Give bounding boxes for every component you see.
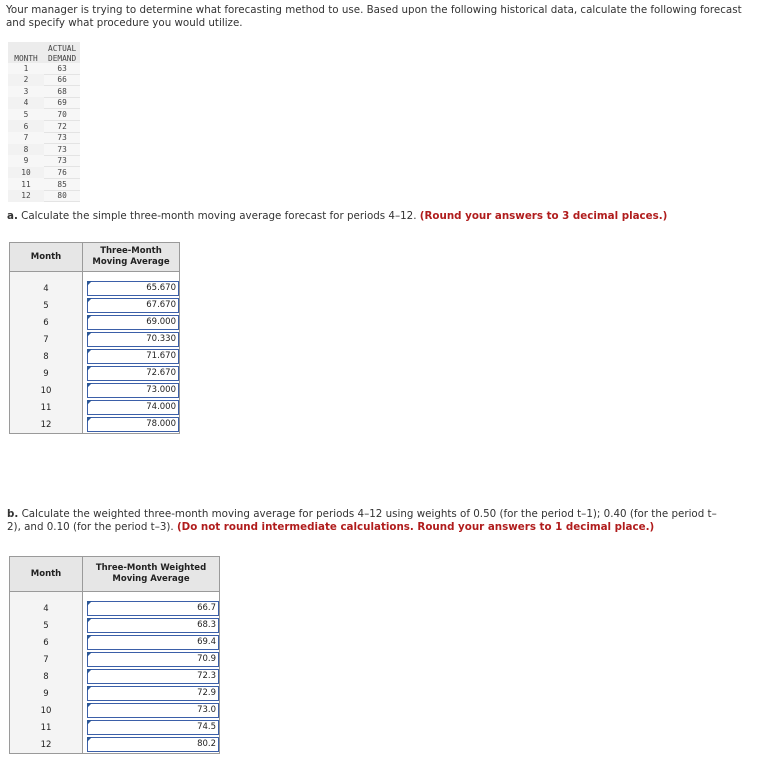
part-a-answer-input[interactable]: 69.000	[87, 315, 179, 330]
historical-month-cell: 8	[8, 144, 44, 156]
part-a-answer-cell	[83, 314, 180, 331]
month-column-header: MONTH	[8, 42, 44, 63]
historical-data-table	[8, 42, 80, 202]
part-a-answer-cell	[83, 365, 180, 382]
part-b-answer-row	[10, 668, 220, 685]
part-a-answer-input[interactable]: 67.670	[87, 298, 179, 313]
historical-month-cell: 3	[8, 86, 44, 98]
part-b-answer-cell	[83, 668, 220, 685]
historical-month-cell: 1	[8, 63, 44, 74]
part-a-month-header: Month	[10, 243, 83, 272]
part-b-answer-input[interactable]: 70.9	[87, 652, 219, 667]
historical-demand-cell: 76	[44, 167, 80, 179]
historical-demand-cell: 66	[44, 74, 80, 86]
historical-row	[8, 97, 80, 109]
historical-month-cell: 12	[8, 190, 44, 202]
historical-month-cell: 4	[8, 97, 44, 109]
historical-row	[8, 132, 80, 144]
part-b-month-cell: 6	[10, 634, 83, 651]
part-b-month-cell: 11	[10, 719, 83, 736]
part-a-answer-row	[10, 348, 180, 365]
part-a-value-header-line1: Three-Month	[100, 246, 162, 256]
part-a-month-cell: 12	[10, 416, 83, 434]
part-b-answer-input[interactable]: 72.9	[87, 686, 219, 701]
part-b-answer-row	[10, 685, 220, 702]
part-b-answer-table	[9, 556, 220, 754]
part-a-answer-input[interactable]: 74.000	[87, 400, 179, 415]
part-a-answer-row	[10, 416, 180, 434]
part-b-month-cell: 10	[10, 702, 83, 719]
part-a-value-header-line2: Moving Average	[92, 257, 170, 267]
historical-demand-cell: 80	[44, 190, 80, 202]
part-a-month-cell: 9	[10, 365, 83, 382]
part-a-answer-row	[10, 331, 180, 348]
part-a-answer-row	[10, 365, 180, 382]
historical-row	[8, 190, 80, 202]
historical-data-body	[8, 63, 80, 202]
historical-row	[8, 63, 80, 74]
part-a-answer-input[interactable]: 70.330	[87, 332, 179, 347]
part-a-label: a.	[7, 210, 18, 222]
part-a-answer-cell	[83, 280, 180, 297]
historical-month-cell: 9	[8, 155, 44, 167]
part-b-answer-row	[10, 736, 220, 754]
part-b-answer-input[interactable]: 69.4	[87, 635, 219, 650]
part-a-answer-row	[10, 314, 180, 331]
part-b-value-header-line2: Moving Average	[112, 574, 190, 584]
part-b-answer-input[interactable]: 72.3	[87, 669, 219, 684]
spacer-cell	[10, 592, 83, 601]
part-a-answer-cell	[83, 331, 180, 348]
historical-demand-cell: 70	[44, 109, 80, 121]
part-a-answer-table	[9, 242, 180, 434]
part-a-month-cell: 8	[10, 348, 83, 365]
historical-row	[8, 155, 80, 167]
part-a-question	[7, 210, 667, 223]
part-b-answer-cell	[83, 634, 220, 651]
historical-demand-cell: 63	[44, 63, 80, 74]
historical-demand-cell: 73	[44, 144, 80, 156]
part-b-answer-input[interactable]: 73.0	[87, 703, 219, 718]
part-a-instruction: (Round your answers to 3 decimal places.)	[419, 210, 668, 222]
part-a-answer-cell	[83, 348, 180, 365]
part-a-answer-row	[10, 399, 180, 416]
part-a-answer-input[interactable]: 72.670	[87, 366, 179, 381]
part-b-answer-row	[10, 600, 220, 617]
historical-demand-cell: 73	[44, 132, 80, 144]
part-a-month-cell: 11	[10, 399, 83, 416]
historical-demand-cell: 73	[44, 155, 80, 167]
part-b-label: b.	[7, 508, 19, 520]
historical-row	[8, 74, 80, 86]
part-a-answer-input[interactable]: 65.670	[87, 281, 179, 296]
part-b-answer-input[interactable]: 66.7	[87, 601, 219, 616]
part-b-month-cell: 8	[10, 668, 83, 685]
part-b-answer-body	[10, 592, 220, 754]
part-a-month-cell: 7	[10, 331, 83, 348]
part-a-value-header	[83, 243, 180, 272]
part-b-text: Calculate the weighted three-month moving average for periods 4–12 using weights of 0.50 (for the period t–1); 0.40 (for the period t–2), and 0.10 (for the period t–3).	[7, 508, 717, 533]
historical-month-cell: 7	[8, 132, 44, 144]
part-b-answer-cell	[83, 685, 220, 702]
historical-month-cell: 2	[8, 74, 44, 86]
part-a-answer-row	[10, 297, 180, 314]
historical-month-cell: 5	[8, 109, 44, 121]
historical-demand-cell: 69	[44, 97, 80, 109]
part-a-month-cell: 10	[10, 382, 83, 399]
part-b-value-header-line1: Three-Month Weighted	[95, 563, 207, 573]
historical-month-cell: 11	[8, 178, 44, 190]
part-b-spacer-row	[10, 592, 220, 601]
historical-demand-cell: 72	[44, 120, 80, 132]
part-b-answer-input[interactable]: 68.3	[87, 618, 219, 633]
part-a-answer-cell	[83, 399, 180, 416]
part-b-month-cell: 4	[10, 600, 83, 617]
historical-month-cell: 10	[8, 167, 44, 179]
historical-row	[8, 109, 80, 121]
intro-text: Your manager is trying to determine what forecasting method to use. Based upon the following historical data, calculate the following forecast and specify what procedure you would utilize.	[6, 4, 742, 29]
part-a-text: Calculate the simple three-month moving average forecast for periods 4–12.	[21, 210, 417, 222]
historical-month-cell: 6	[8, 120, 44, 132]
part-b-month-cell: 9	[10, 685, 83, 702]
part-b-month-cell: 7	[10, 651, 83, 668]
spacer-cell	[83, 272, 180, 281]
part-b-month-cell: 5	[10, 617, 83, 634]
historical-demand-cell: 85	[44, 178, 80, 190]
historical-row	[8, 178, 80, 190]
part-b-answer-cell	[83, 617, 220, 634]
part-b-month-header: Month	[10, 557, 83, 592]
part-a-answer-cell	[83, 382, 180, 399]
part-b-answer-row	[10, 634, 220, 651]
part-a-spacer-row	[10, 272, 180, 281]
demand-header-line1: ACTUAL	[48, 44, 77, 53]
part-a-month-cell: 4	[10, 280, 83, 297]
demand-column-header	[44, 42, 80, 63]
historical-row	[8, 167, 80, 179]
part-b-month-cell: 12	[10, 736, 83, 754]
part-a-answer-cell	[83, 416, 180, 434]
part-b-answer-row	[10, 651, 220, 668]
demand-header-line2: DEMAND	[48, 53, 77, 63]
part-b-answer-input[interactable]: 80.2	[87, 737, 219, 752]
part-b-answer-cell	[83, 651, 220, 668]
historical-demand-cell: 68	[44, 86, 80, 98]
part-b-answer-cell	[83, 719, 220, 736]
part-b-value-header	[83, 557, 220, 592]
part-b-instruction: (Do not round intermediate calculations. Round your answers to 1 decimal place.)	[176, 521, 655, 533]
part-a-answer-input[interactable]: 78.000	[87, 417, 179, 432]
part-b-answer-cell	[83, 736, 220, 754]
part-b-answer-cell	[83, 702, 220, 719]
part-a-answer-input[interactable]: 71.670	[87, 349, 179, 364]
part-a-answer-row	[10, 280, 180, 297]
spacer-cell	[10, 272, 83, 281]
part-a-month-cell: 6	[10, 314, 83, 331]
historical-row	[8, 144, 80, 156]
historical-row	[8, 120, 80, 132]
historical-row	[8, 86, 80, 98]
part-a-month-cell: 5	[10, 297, 83, 314]
part-b-answer-cell	[83, 600, 220, 617]
part-b-answer-row	[10, 719, 220, 736]
spacer-cell	[83, 592, 220, 601]
part-b-question	[7, 508, 727, 534]
part-b-answer-row	[10, 617, 220, 634]
part-a-answer-cell	[83, 297, 180, 314]
part-a-answer-input[interactable]: 73.000	[87, 383, 179, 398]
part-b-answer-input[interactable]: 74.5	[87, 720, 219, 735]
part-a-answer-body	[10, 272, 180, 434]
part-a-answer-row	[10, 382, 180, 399]
part-b-answer-row	[10, 702, 220, 719]
